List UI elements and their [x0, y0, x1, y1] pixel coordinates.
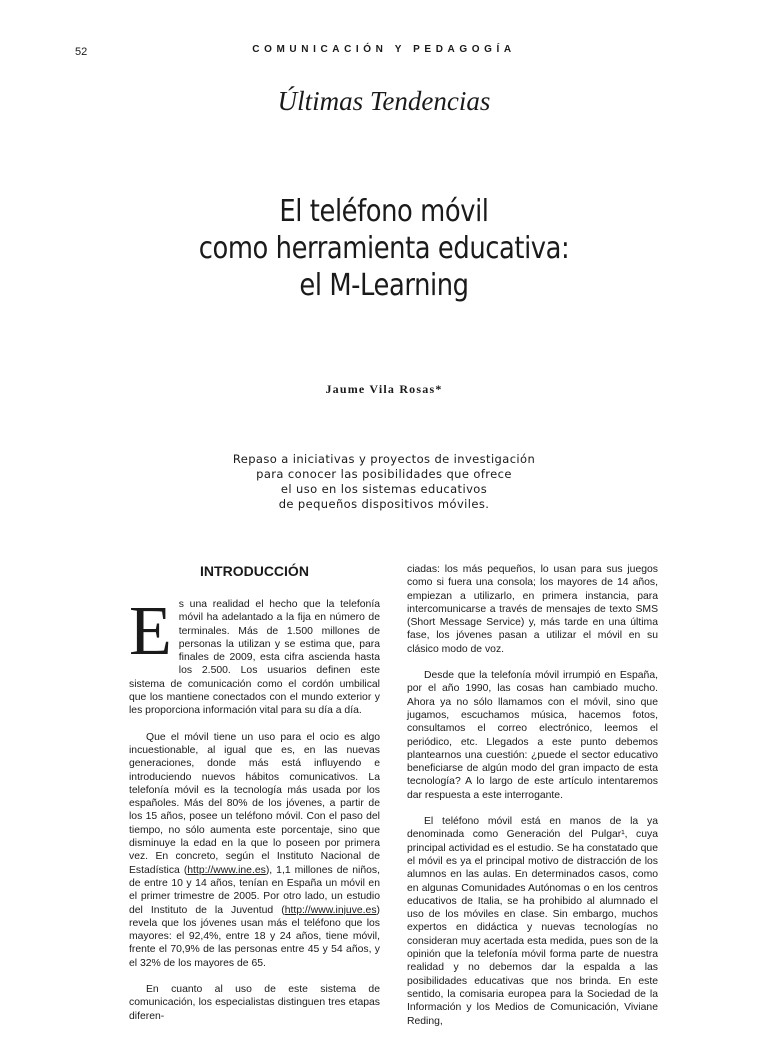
title-line-2: como herramienta educativa: [198, 231, 570, 266]
left-column [129, 563, 380, 1036]
ine-link[interactable]: http://www.ine.es [187, 864, 266, 876]
abstract-line-3: el uso en los sistemas educativos [280, 482, 488, 496]
abstract-line-2: para conocer las posibilidades que ofrece [256, 467, 512, 481]
running-head: COMUNICACIÓN Y PEDAGOGÍA [252, 44, 516, 55]
drop-cap: E [129, 593, 172, 670]
abstract-line-1: Repaso a iniciativas y proyectos de investigación [232, 452, 536, 466]
abstract [0, 452, 768, 512]
paragraph-1-text: s una realidad el hecho que la telefonía móvil ha adelantado a la fija en número de terminales. Más de 1.500 millones de personas la utilizan y se estima que, para finales de 2009, esta cifra ascienda hasta los 2.500. Los usuarios definen este sistema de comunicación como el cordón umbilical que los mantiene conectados con el mundo exterior y les proporciona información vital para su día a día. [129, 599, 380, 717]
paragraph-2-text-a: Que el móvil tiene un uso para el ocio es algo incuestionable, al igual que es, en las nuevas generaciones, donde más está influyendo e introduciendo nuevos hábitos comunicativos. La telefonía móvil es la tecnología más usada por los españoles. Más del 80% de los jóvenes, a partir de los 15 años, posee un teléfono móvil. Con el paso del tiempo, no sólo aumenta este porcentaje, sino que disminuye la edad en la que lo poseen por primera vez. En concreto, según el Instituto Nacional de Estadística ( [129, 731, 380, 876]
section-title: Últimas Tendencias [277, 86, 491, 116]
paragraph-2-text-b: ), 1,1 millones de niños, de entre 10 y 14 años, tenían en España un móvil en el primer trimestre de 2005. Por otro lado, un estudio del Instituto de la Juventud ( [129, 864, 380, 916]
paragraph-5: Desde que la telefonía móvil irrumpió en España, por el año 1990, las cosas han cambiado mucho. Ahora ya no sólo llamamos con el móvil, sino que jugamos, escuchamos música, hacemos fotos, consultamos el correo electrónico, leemos el periódico, etc. Llegados a este punto debemos plantearnos una cuestión: ¿puede el sector educativo beneficiarse de algún modo del gran impacto de esta tecnología? A lo largo de este artículo intentaremos dar respuesta a este interrogante. [407, 670, 658, 801]
paragraph-4: ciadas: los más pequeños, lo usan para sus juegos como si fuera una consola; los mayores de 14 años, empiezan a utilizarlo, en primera instancia, para intercomunicarse a través de mensajes de texto SMS (Short Message Service) y, más tarde en una última fase, los jóvenes pasan a utilizar el móvil en su clásico modo de voz. [407, 564, 658, 655]
right-column [407, 563, 658, 1041]
title-line-1: El teléfono móvil [279, 194, 489, 229]
paragraph-3: En cuanto al uso de este sistema de comunicación, los especialistas distinguen tres etapas diferen- [129, 984, 380, 1022]
title-line-3: el M-Learning [299, 268, 469, 303]
paragraph-1 [129, 593, 380, 718]
page-number: 52 [75, 46, 88, 58]
paragraph-2-text-c: ) revela que los jóvenes usan más el teléfono que los mayores: el 92,4%, entre 18 y 24 años, tiene móvil, frente el 70,9% de las personas entre 45 y 54 años, y el 32% de los mayores de 65. [129, 904, 380, 969]
paragraph-2 [129, 731, 380, 970]
paragraph-6: El teléfono móvil está en manos de la ya denominada como Generación del Pulgar¹, cuya principal actividad es el estudio. Se ha constatado que el móvil es ya el principal motivo de distracción de los alumnos en las aulas. En determinados casos, como en algunas Comunidades Autónomas o en los centros educativos de Italia, se ha prohibido al alumnado el uso de los móviles en clase. Sin embargo, muchos expertos en didáctica y nuevas tecnologías no consideran muy acertada esta medida, pues son de la opinión que la telefonía móvil forma parte de nuestra realidad y no debemos dar la espalda a las posibilidades educativas que nos brinda. En este sentido, la comisaria europea para la Sociedad de la Información y los Medios de Comunicación, Viviane Reding, [407, 816, 658, 1027]
article-title [54, 193, 714, 304]
author-name: Jaume Vila Rosas* [325, 382, 443, 396]
intro-heading: INTRODUCCIÓN [200, 563, 309, 579]
abstract-line-4: de pequeños dispositivos móviles. [278, 497, 490, 511]
injuve-link[interactable]: http://www.injuve.es [284, 904, 377, 916]
